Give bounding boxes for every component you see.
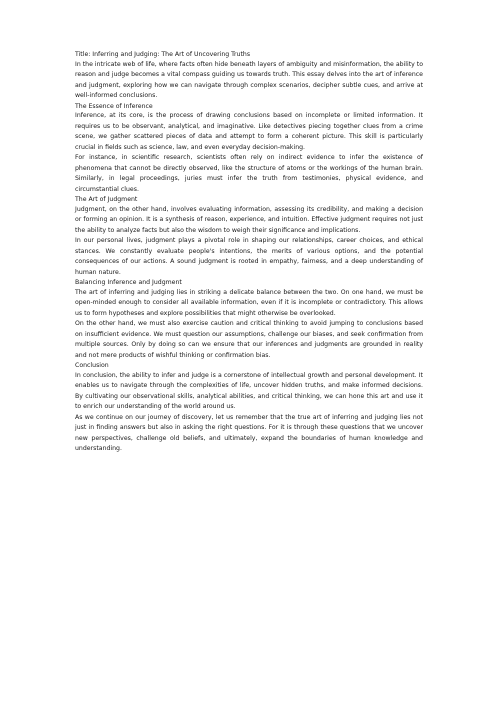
paragraph: As we continue on our journey of discovery, let us remember that the true art of inferring and judging lies not just in finding answers but also in asking the right questions. For it is through these questions that we uncover new perspectives, challenge old beliefs, and ultimately, expand the boundaries of human knowledge and understanding. (75, 413, 423, 452)
document-title: Title: Inferring and Judging: The Art of Uncovering Truths (75, 51, 251, 58)
paragraph: Inference, at its core, is the process of drawing conclusions based on incomplete or limited information. It requires us to be observant, analytical, and imaginative. Like detectives piecing together clues from a crime scene, we gather scattered pieces of data and attempt to form a coherent picture. This skill is particularly crucial in fields such as science, law, and even everyday decision-making. (75, 112, 423, 151)
paragraph: On the other hand, we must also exercise caution and critical thinking to avoid jumping to conclusions based on insufficient evidence. We must question our assumptions, challenge our biases, and seek confirmation from multiple sources. Only by doing so can we ensure that our inferences and judgments are grounded in reality and not mere products of wishful thinking or confirmation bias. (75, 320, 423, 359)
paragraph: Judgment, on the other hand, involves evaluating information, assessing its credibility, and making a decision or forming an opinion. It is a synthesis of reason, experience, and intuition. Effective judgment requires not just the ability to analyze facts but also the wisdom to weigh their significance and implications. (75, 205, 423, 234)
section-heading-inference: The Essence of Inference (75, 102, 153, 110)
paragraph: For instance, in scientific research, scientists often rely on indirect evidence to infer the existence of phenomena that cannot be directly observed, like the structure of atoms or the workings of the human brain. Similarly, in legal proceedings, juries must infer the truth from testimonies, physical evidence, and circumstantial clues. (75, 154, 423, 193)
section-heading-conclusion: Conclusion (75, 362, 109, 369)
intro-paragraph: In the intricate web of life, where facts often hide beneath layers of ambiguity and misinformation, the ability to reason and judge becomes a vital compass guiding us towards truth. This essay delves into the art of inference and judgment, exploring how we can navigate through complex scenarios, decipher subtle cues, and arrive at well-informed conclusions. (75, 60, 423, 99)
section-heading-judgment: The Art of Judgment (75, 196, 138, 203)
document-page (75, 50, 423, 455)
paragraph: In conclusion, the ability to infer and judge is a cornerstone of intellectual growth and personal development. It enables us to navigate through the complexities of life, uncover hidden truths, and make informed decisions. By cultivating our observational skills, analytical abilities, and critical thinking, we can hone this art and use it to enrich our understanding of the world around us. (75, 371, 423, 410)
section-heading-balancing: Balancing Inference and Judgment (75, 279, 182, 286)
paragraph: In our personal lives, judgment plays a pivotal role in shaping our relationships, career choices, and ethical stances. We constantly evaluate people's intentions, the merits of various options, and the potential consequences of our actions. A sound judgment is rooted in empathy, fairness, and a deep understanding of human nature. (75, 237, 423, 276)
paragraph: The art of inferring and judging lies in striking a delicate balance between the two. On one hand, we must be open-minded enough to consider all available information, even if it is incomplete or contradictory. This allows us to form hypotheses and explore possibilities that might otherwise be overlooked. (75, 288, 423, 317)
